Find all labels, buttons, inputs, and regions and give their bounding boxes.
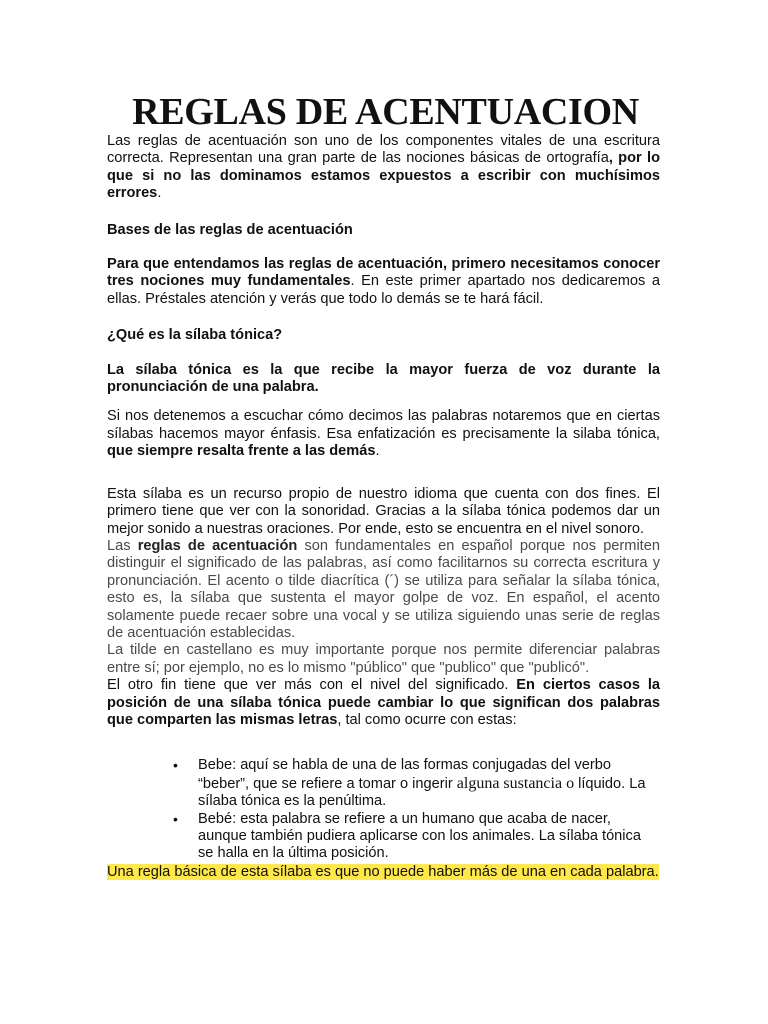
bases-paragraph: Para que entendamos las reglas de acentuación, primero necesitamos conocer tres nociones muy fundamentales. En este primer apartado nos dedicaremos a ellas. Préstales atención y verás que todo lo demás se te hará fácil. — [107, 256, 660, 307]
bullet-icon: • — [173, 757, 178, 774]
detenemos-paragraph: Si nos detenemos a escuchar cómo decimos las palabras notaremos que en ciertas sílabas hacemos mayor énfasis. Esa enfatización es precisamente la silaba tónica, que siempre resalta frente a las demás. — [107, 408, 660, 460]
recurso-paragraph: Esta sílaba es un recurso propio de nuestro idioma que cuenta con dos fines. El primero tiene que ver con la sonoridad. Gracias a la sílaba tónica podemos dar un mejor sonido a nuestras oraciones. Por ende, esto se encuentra en el nivel sonoro. — [107, 485, 660, 537]
reglas-paragraph: Las reglas de acentuación son fundamentales en español porque nos permiten distinguir el significado de las palabras, así como facilitarnos su correcta escritura y pronunciación. El acento o tilde diacrítica (´) se utiliza para señalar la sílaba tónica, esto es, la sílaba que sustenta el mayor golpe de voz. En español, el acento solamente puede recaer sobre una vocal y se utiliza siguiendo unas serie de reglas de acentuación establecidas. — [107, 537, 660, 641]
bullet-icon: • — [173, 810, 178, 827]
examples-list — [107, 757, 660, 862]
document-title: REGLAS DE ACENTUACION — [132, 91, 639, 133]
tilde-paragraph: La tilde en castellano es muy importante porque nos permite diferenciar palabras entre sí; por ejemplo, no es lo mismo "público" que "publico" que "publicó". — [107, 642, 660, 676]
list-item: • Bebé: esta palabra se refiere a un humano que acaba de nacer, aunque también pudiera aplicarse con los animales. La sílaba tónica se halla en la última posición. — [173, 810, 641, 862]
heading-silaba-tonica: ¿Qué es la sílaba tónica? — [107, 327, 283, 344]
heading-bases: Bases de las reglas de acentuación — [107, 221, 353, 238]
intro-paragraph: Las reglas de acentuación son uno de los componentes vitales de una escritura correcta. Representan una gran parte de las nociones básicas de ortografía, por lo que si no las dominamos estamos expuestos a escribir con muchísimos errores. — [107, 133, 660, 202]
highlighted-rule: Una regla básica de esta sílaba es que no puede haber más de una en cada palabra. — [107, 863, 659, 880]
document-page — [107, 92, 660, 881]
list-item: • Bebe: aquí se habla de una de las formas conjugadas del verbo “beber”, que se refiere a tomar o ingerir alguna sustancia o líquido. La sílaba tónica es la penúltima. — [173, 757, 646, 810]
otro-fin-paragraph: El otro fin tiene que ver más con el nivel del significado. En ciertos casos la posición de una sílaba tónica puede cambiar lo que significan dos palabras que comparten las mismas letras, tal como ocurre con estas: — [107, 677, 660, 728]
definition-paragraph: La sílaba tónica es la que recibe la mayor fuerza de voz durante la pronunciación de una palabra. — [107, 361, 660, 396]
